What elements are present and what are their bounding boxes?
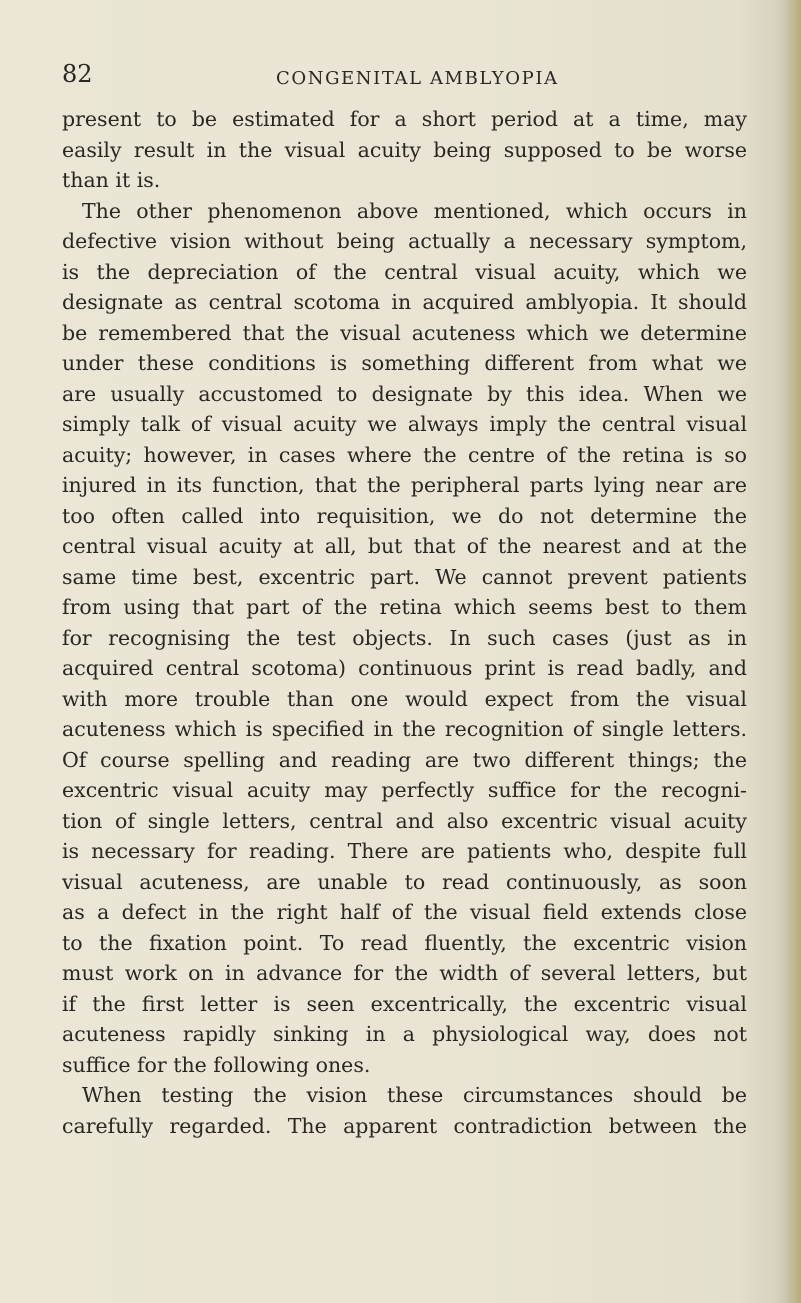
- text-line: present to be estimated for a short period at a time, may: [62, 107, 747, 131]
- text-line: is necessary for reading. There are patients who, despite full: [62, 839, 747, 863]
- text-line: acquired central scotoma) continuous print is read badly, and: [62, 656, 747, 680]
- text-line: be remembered that the visual acuteness which we determine: [62, 320, 747, 345]
- text-line: When testing the vision these circumstances should be: [82, 1083, 747, 1107]
- text-line: to the fixation point. To read fluently, the excentric vision: [62, 930, 747, 955]
- text-line: from using that part of the retina which seems best to them: [62, 595, 747, 619]
- text-line: with more trouble than one would expect from the visual: [62, 686, 747, 711]
- text-line: is the depreciation of the central visual acuity, which we: [62, 259, 747, 284]
- text-line: same time best, excentric part. We cannot prevent patients: [62, 564, 747, 589]
- text-line: if the first letter is seen excentrically, the excentric visual: [62, 991, 747, 1016]
- text-line: acuteness which is specified in the recognition of single letters.: [62, 717, 747, 741]
- text-line: too often called into requisition, we do not determine the: [62, 503, 747, 528]
- text-line: designate as central scotoma in acquired amblyopia. It should: [62, 290, 747, 314]
- running-title: CONGENITAL AMBLYOPIA: [276, 68, 559, 89]
- text-line: Of course spelling and reading are two different things; the: [62, 747, 747, 772]
- text-line: excentric visual acuity may perfectly suffice for the recogni-: [62, 778, 747, 802]
- text-line: than it is.: [62, 168, 161, 192]
- body-text: [62, 104, 747, 1141]
- text-line: injured in its function, that the peripheral parts lying near are: [62, 473, 747, 497]
- text-line: simply talk of visual acuity we always imply the central visual: [62, 412, 747, 436]
- text-line: for recognising the test objects. In such cases (just as in: [62, 625, 747, 650]
- page-number: 82: [62, 60, 93, 88]
- text-line: acuteness rapidly sinking in a physiological way, does not: [62, 1022, 747, 1046]
- page-edge: [787, 0, 801, 1303]
- text-line: under these conditions is something different from what we: [62, 351, 747, 375]
- text-line: defective vision without being actually a necessary symptom,: [62, 229, 747, 253]
- text-line: The other phenomenon above mentioned, which occurs in: [82, 198, 747, 223]
- text-line: central visual acuity at all, but that of the nearest and at the: [62, 534, 747, 558]
- text-line: as a defect in the right half of the visual field extends close: [62, 900, 747, 924]
- text-line: easily result in the visual acuity being supposed to be worse: [62, 137, 747, 162]
- running-head: [0, 60, 801, 94]
- text-line: carefully regarded. The apparent contradiction between the: [62, 1113, 747, 1138]
- text-line: are usually accustomed to designate by this idea. When we: [62, 381, 747, 406]
- text-line: tion of single letters, central and also excentric visual acuity: [62, 808, 747, 833]
- text-line: suffice for the following ones.: [62, 1052, 371, 1077]
- text-line: acuity; however, in cases where the centre of the retina is so: [62, 442, 747, 467]
- text-line: must work on in advance for the width of several letters, but: [62, 961, 747, 985]
- text-line: visual acuteness, are unable to read continuously, as soon: [62, 869, 747, 894]
